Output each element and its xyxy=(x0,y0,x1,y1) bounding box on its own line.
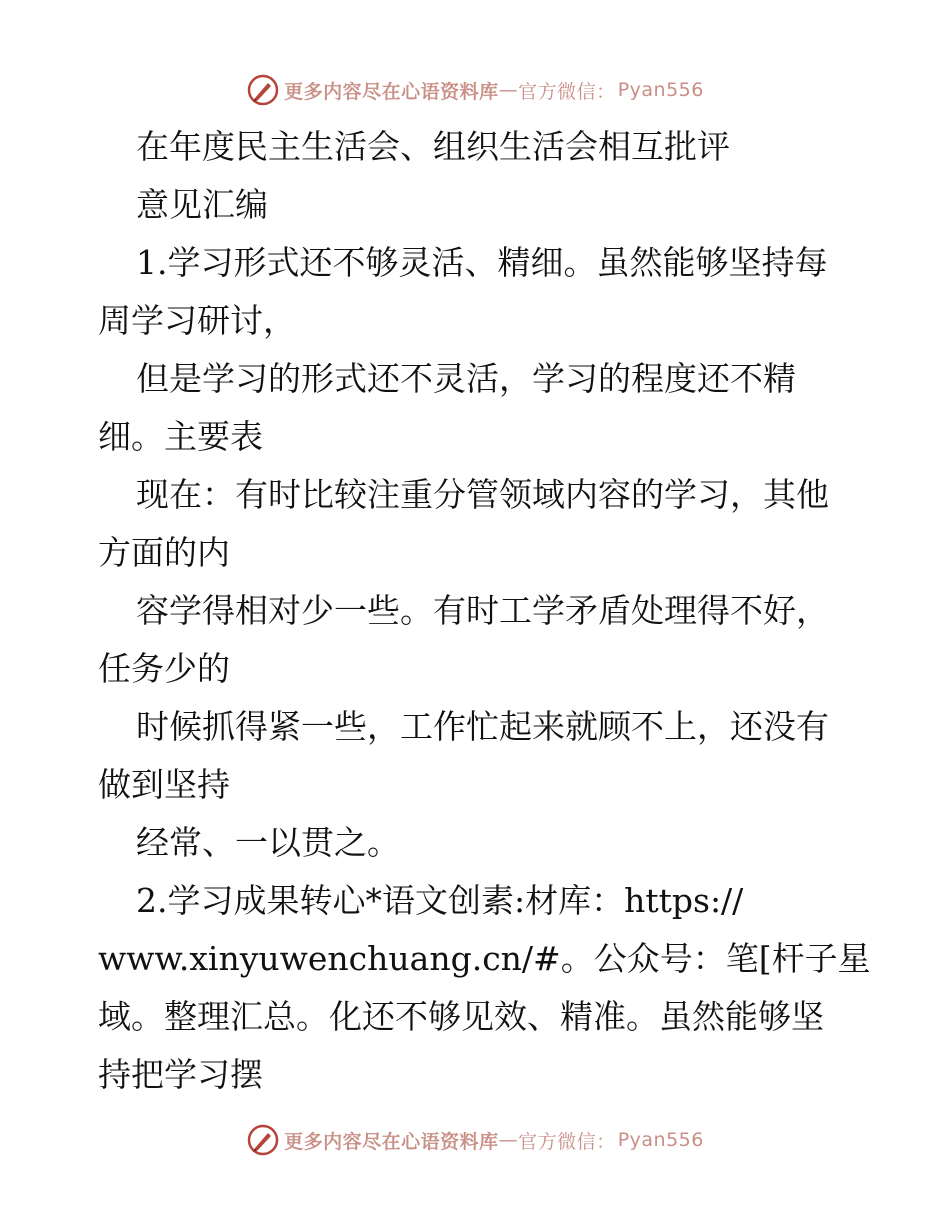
watermark-main-text: 更多内容尽在心语资料库 xyxy=(284,1130,499,1153)
watermark-wechat-id: Pyan556 xyxy=(617,79,704,101)
pen-logo-icon xyxy=(246,1123,280,1157)
watermark-wechat-label: 官方微信： xyxy=(518,80,616,103)
watermark-wechat-label: 官方微信： xyxy=(518,1130,616,1153)
doc-line: 域。整理汇总。化还不够见效、精准。虽然能够坚 xyxy=(98,997,824,1036)
watermark-main-text: 更多内容尽在心语资料库 xyxy=(284,80,499,103)
watermark-dash: — xyxy=(498,1129,519,1151)
document-body xyxy=(98,118,871,1104)
doc-line: 时候抓得紧一些，工作忙起来就顾不上，还没有 xyxy=(136,707,829,746)
doc-line: www.xinyuwenchuang.cn/#。公众号：笔[杆子星 xyxy=(98,939,871,978)
doc-title-line-2: 意见汇编 xyxy=(136,185,268,224)
doc-line: 周学习研讨， xyxy=(98,301,296,340)
doc-line: 2.学习成果转心*语文创素:材库：https:// xyxy=(136,881,744,920)
header-watermark xyxy=(0,70,950,110)
doc-title-line-1: 在年度民主生活会、组织生活会相互批评 xyxy=(136,127,730,166)
doc-line: 但是学习的形式还不灵活，学习的程度还不精 xyxy=(136,359,796,398)
doc-line: 容学得相对少一些。有时工学矛盾处理得不好， xyxy=(136,591,829,630)
watermark-wechat-id: Pyan556 xyxy=(617,1129,704,1151)
doc-line: 任务少的 xyxy=(98,649,230,688)
doc-line: 持把学习摆 xyxy=(98,1055,263,1094)
watermark-dash: — xyxy=(498,79,519,101)
footer-watermark xyxy=(0,1120,950,1160)
doc-line: 方面的内 xyxy=(98,533,230,572)
doc-line: 经常、一以贯之。 xyxy=(136,823,400,862)
pen-logo-icon xyxy=(246,73,280,107)
doc-line: 1.学习形式还不够灵活、精细。虽然能够坚持每 xyxy=(136,243,828,282)
doc-line: 做到坚持 xyxy=(98,765,230,804)
doc-line: 现在：有时比较注重分管领域内容的学习，其他 xyxy=(136,475,829,514)
doc-line: 细。主要表 xyxy=(98,417,263,456)
